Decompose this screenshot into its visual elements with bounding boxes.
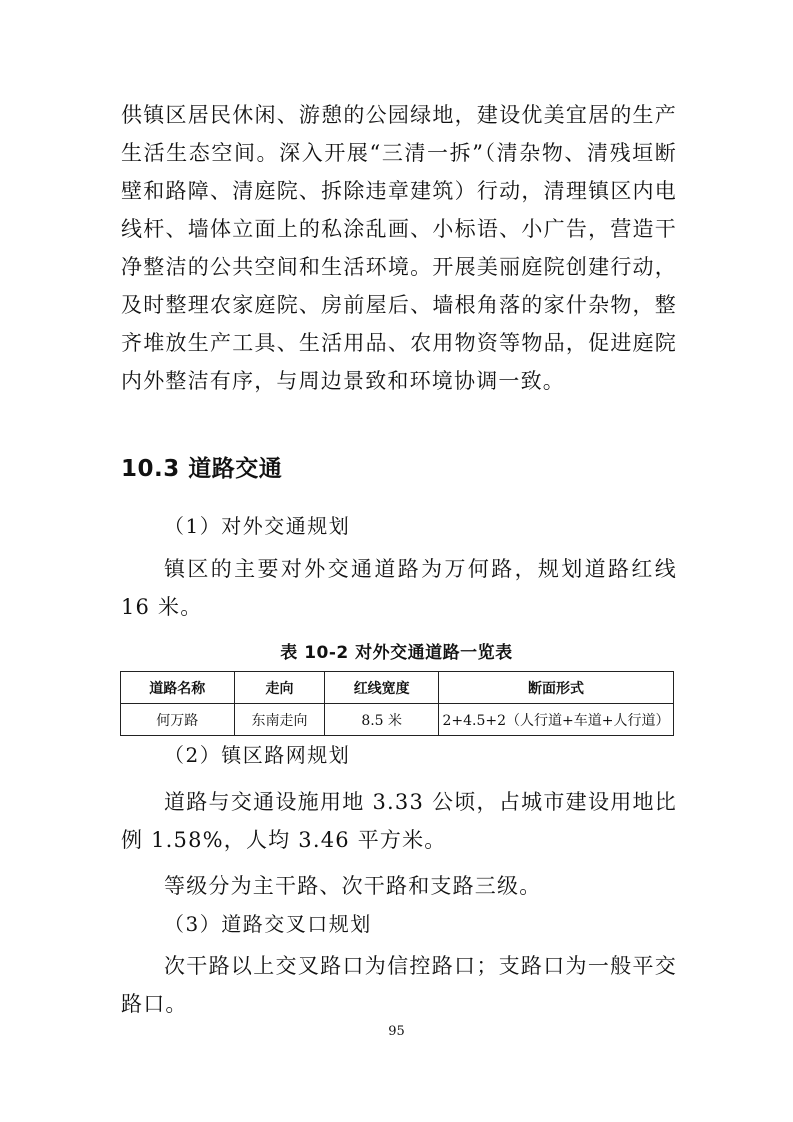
table-row xyxy=(121,704,674,736)
cell-red-line-width: 8.5 米 xyxy=(325,704,439,736)
table-caption: 表 10-2 对外交通道路一览表 xyxy=(280,643,513,663)
subsection-2-body-2: 等级分为主干路、次干路和支路三级。 xyxy=(164,874,542,898)
cell-direction: 东南走向 xyxy=(234,704,325,736)
subsection-1-body: 镇区的主要对外交通道路为万何路，规划道路红线 16 米。 xyxy=(121,557,677,619)
header-cross-section: 断面形式 xyxy=(439,672,674,704)
table-header-row xyxy=(121,672,674,704)
header-red-line-width: 红线宽度 xyxy=(325,672,439,704)
subsection-3-body: 次干路以上交叉路口为信控路口；支路口为一般平交路口。 xyxy=(121,954,677,1016)
subsection-2-body-1: 道路与交通设施用地 3.33 公顷，占城市建设用地比例 1.58%，人均 3.46 平方米。 xyxy=(121,790,677,852)
road-table xyxy=(120,671,674,736)
page-number: 95 xyxy=(388,1024,405,1039)
cell-road-name: 何万路 xyxy=(121,704,235,736)
cell-cross-section: 2+4.5+2（人行道+车道+人行道） xyxy=(439,704,674,736)
intro-paragraph: 供镇区居民休闲、游憩的公园绿地，建设优美宜居的生产生活生态空间。深入开展“三清一拆”（清杂物、清残垣断壁和路障、清庭院、拆除违章建筑）行动，清理镇区内电线杆、墙体立面上的私涂乱画、小标语、小广告，营造干净整洁的公共空间和生活环境。开展美丽庭院创建行动，及时整理农家庭院、房前屋后、墙根角落的家什杂物，整齐堆放生产工具、生活用品、农用物资等物品，促进庭院内外整洁有序，与周边景致和环境协调一致。 xyxy=(121,103,677,393)
header-road-name: 道路名称 xyxy=(121,672,235,704)
header-direction: 走向 xyxy=(234,672,325,704)
section-heading: 10.3 道路交通 xyxy=(121,456,283,482)
subsection-3-title: （3）道路交叉口规划 xyxy=(164,912,372,936)
subsection-1-title: （1）对外交通规划 xyxy=(164,514,351,538)
subsection-2-title: （2）镇区路网规划 xyxy=(164,743,351,767)
